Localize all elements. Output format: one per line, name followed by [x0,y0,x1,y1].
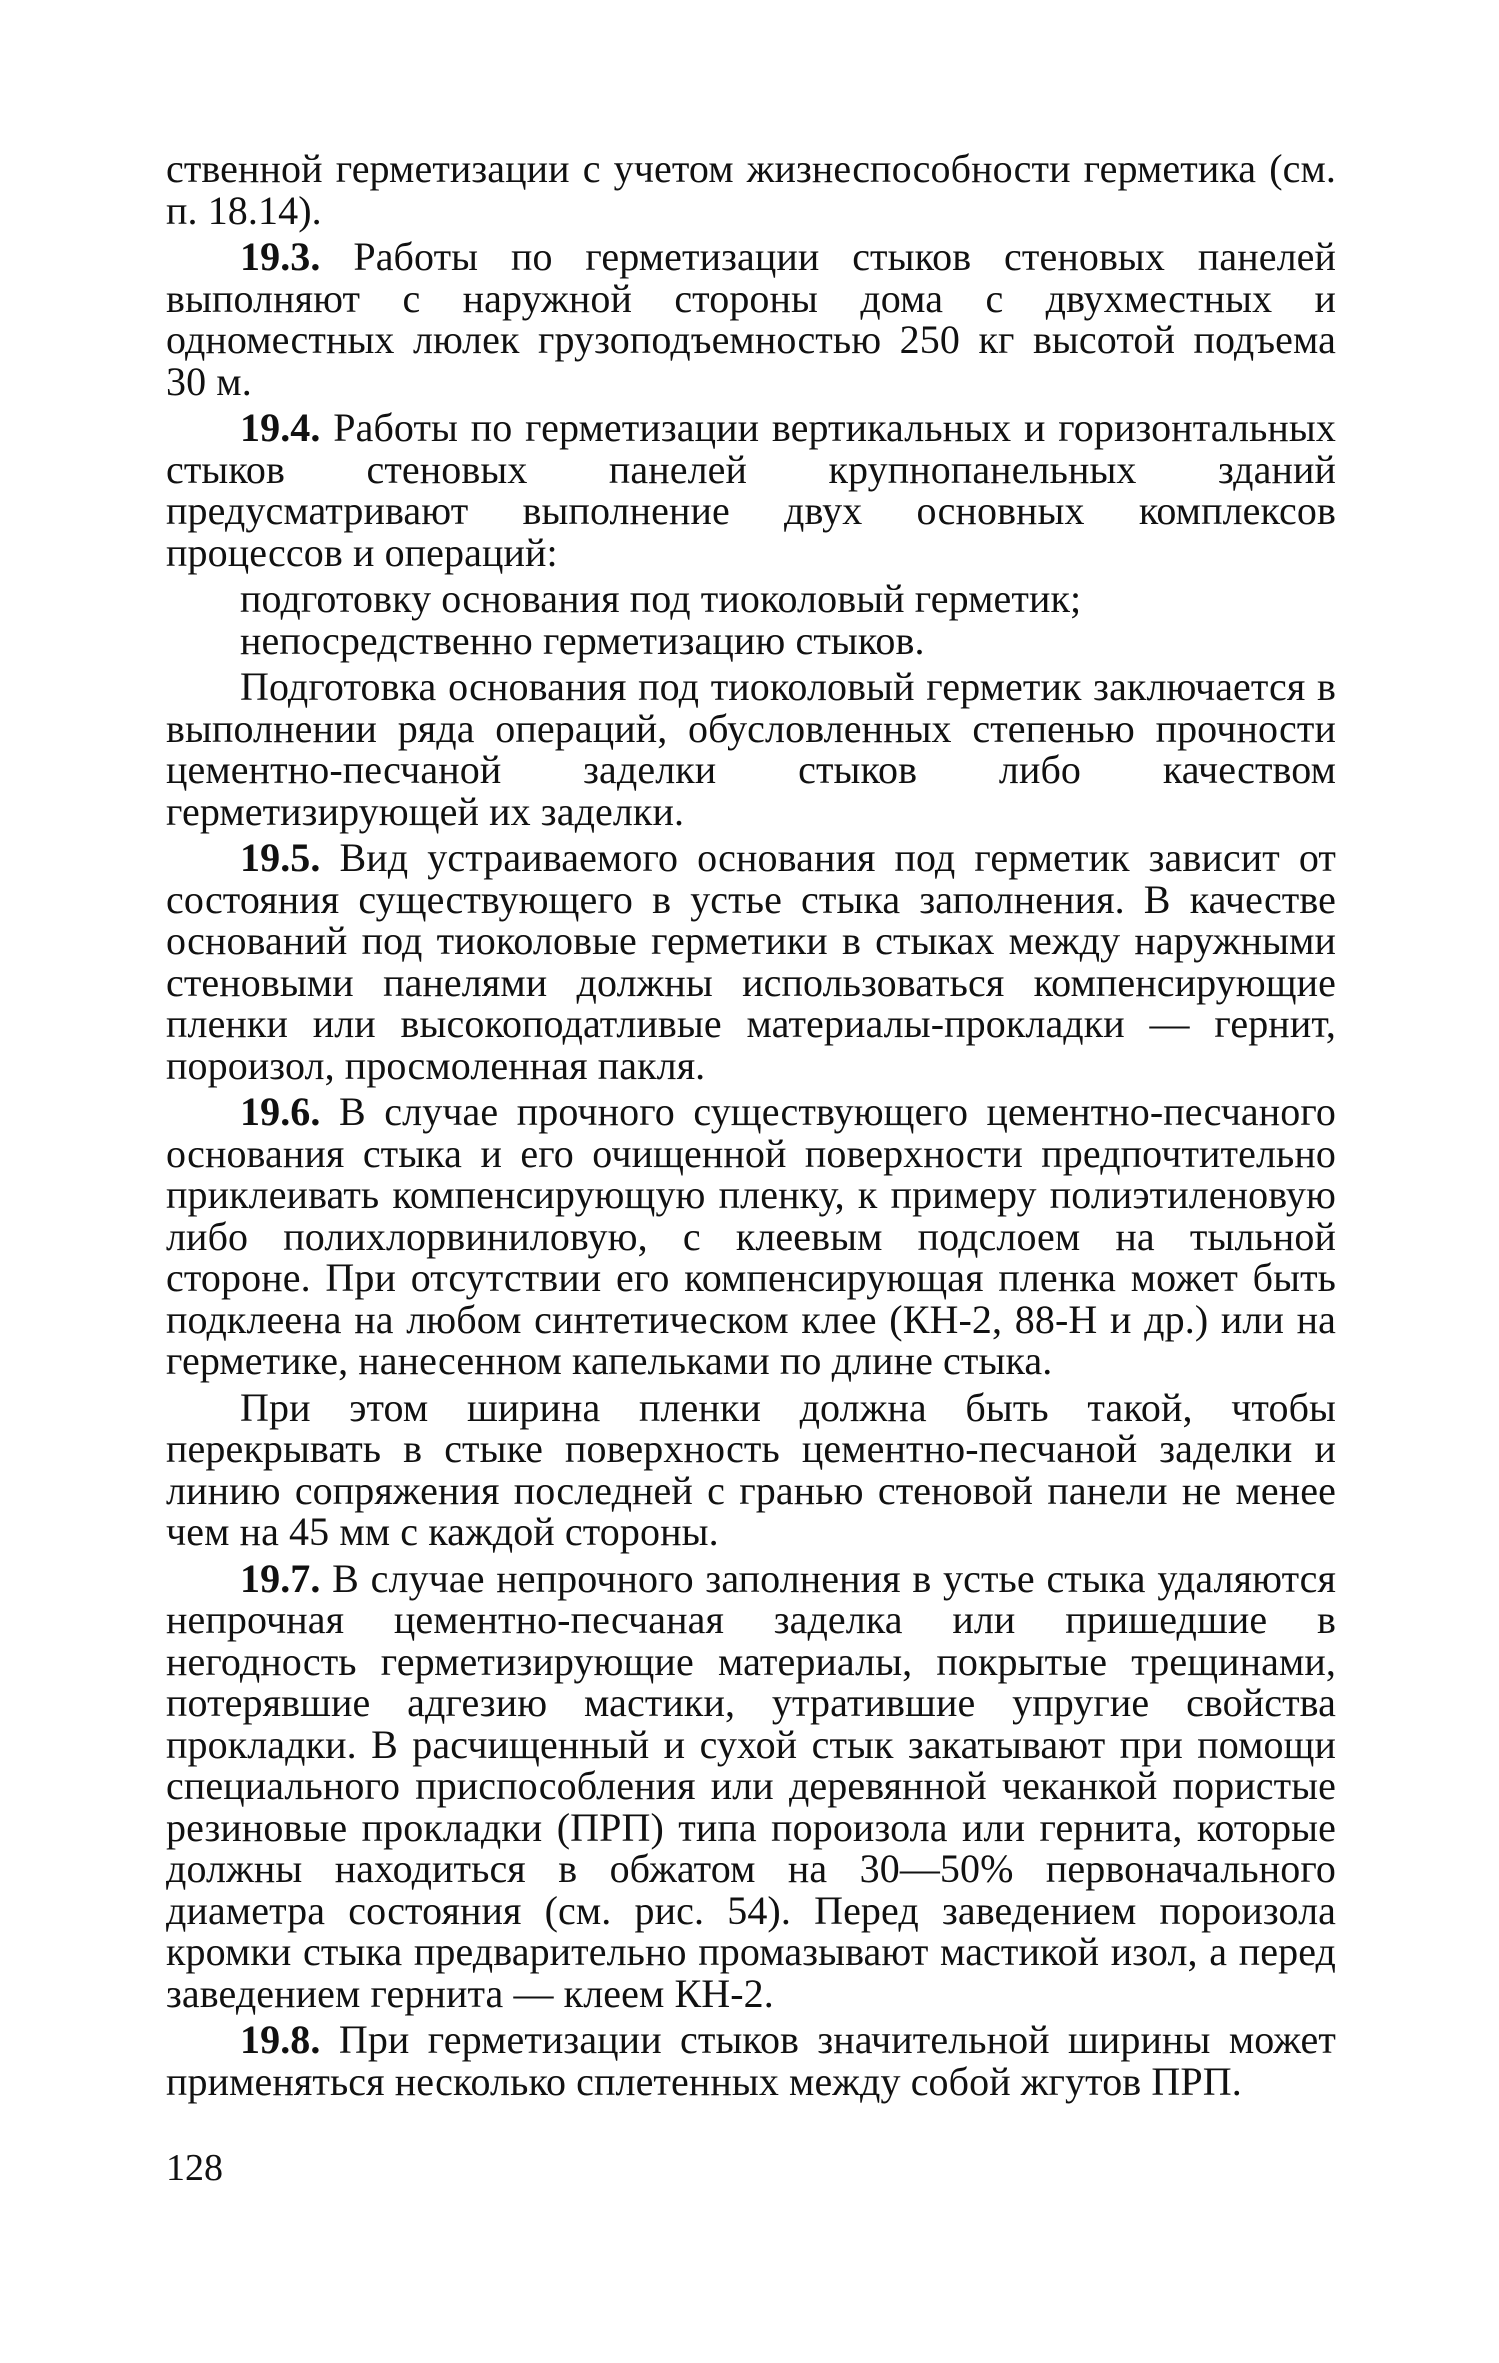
paragraph-text: Вид устраиваемого основания под герметик зависит от состояния существующего в устье стыка заполнения. В качестве оснований под тиоколовые герметики в стыках между наружными стеновыми панелями должны использоваться компенсирующие пленки или высокоподатливые материалы-прокладки — гернит, пороизол, просмоленная пакля. [166,835,1336,1088]
section-number: 19.4. [240,405,321,450]
paragraph-text: Подготовка основания под тиоколовый герметик заключается в выполнении ряда операций, обусловленных степенью прочности цементно-песчаной заделки стыков либо качеством герметизирующей их заделки. [166,664,1336,834]
paragraph-text: Работы по герметизации вертикальных и горизонтальных стыков стеновых панелей крупнопанельных зданий предусматривают выполнение двух основных комплексов процессов и операций: [166,405,1336,575]
section-number: 19.8. [240,2017,321,2062]
paragraph-19-4 [166,407,1336,573]
paragraph-text: ственной герметизации с учетом жизнеспособности герметика (см. п. 18.14). [166,146,1336,233]
paragraph-text: В случае непрочного заполнения в устье стыка удаляются непрочная цементно-песчаная заделка или пришедшие в негодность герметизирующие материалы, покрытые трещинами, потерявшие адгезию мастики, утратившие упругие свойства прокладки. В расчищенный и сухой стык закатывают при помощи специального приспособления или деревянной чеканкой пористые резиновые прокладки (ПРП) типа пороизола или гернита, которые должны находиться в обжатом на 30—50% первоначального диаметра состояния (см. рис. 54). Перед заведением пороизола кромки стыка предварительно промазывают мастикой изол, а перед заведением гернита — клеем КН-2. [166,1555,1336,2016]
paragraph-preparation [166,666,1336,832]
section-number: 19.3. [240,234,321,279]
paragraph-19-3 [166,236,1336,402]
paragraph-text: В случае прочного существующего цементно-песчаного основания стыка и его очищенной поверхности предпочтительно приклеивать компенсирующую пленку, к примеру полиэтиленовую либо полихлорвиниловую, с клеевым подслоем на тыльной стороне. При отсутствии его компенсирующая пленка может быть подклеена на любом синтетическом клее (КН-2, 88-Н и др.) или на герметике, нанесенном капельками по длине стыка. [166,1089,1336,1383]
paragraph-19-5 [166,837,1336,1086]
paragraph-text: Работы по герметизации стыков стеновых панелей выполняют с наружной стороны дома с двухместных и одноместных люлек грузоподъемностью 250 кг высотой подъема 30 м. [166,234,1336,404]
paragraph-19-6 [166,1091,1336,1382]
section-number: 19.5. [240,835,321,880]
list-item-text: подготовку основания под тиоколовый герметик; [240,576,1082,621]
paragraph-19-8 [166,2019,1336,2102]
paragraph-text: При герметизации стыков значительной ширины может применяться несколько сплетенных между собой жгутов ПРП. [166,2017,1336,2104]
paragraph-film-width [166,1384,1336,1554]
section-number: 19.7. [240,1555,321,1601]
paragraph-19-7 [166,1555,1336,2016]
page-number: 128 [166,2147,223,2189]
page-body [166,148,1336,2107]
section-number: 19.6. [240,1089,321,1134]
list-item-base-preparation [166,578,1336,620]
paragraph-text: При этом ширина пленки должна быть такой, чтобы перекрывать в стыке поверхность цементно-песчаной заделки и линию сопряжения последней с гранью стеновой панели не менее чем на 45 мм с каждой стороны. [166,1384,1336,1554]
paragraph-continuation [166,148,1336,231]
list-item-text: непосредственно герметизацию стыков. [240,617,925,663]
list-item-joint-sealing [166,617,1336,663]
